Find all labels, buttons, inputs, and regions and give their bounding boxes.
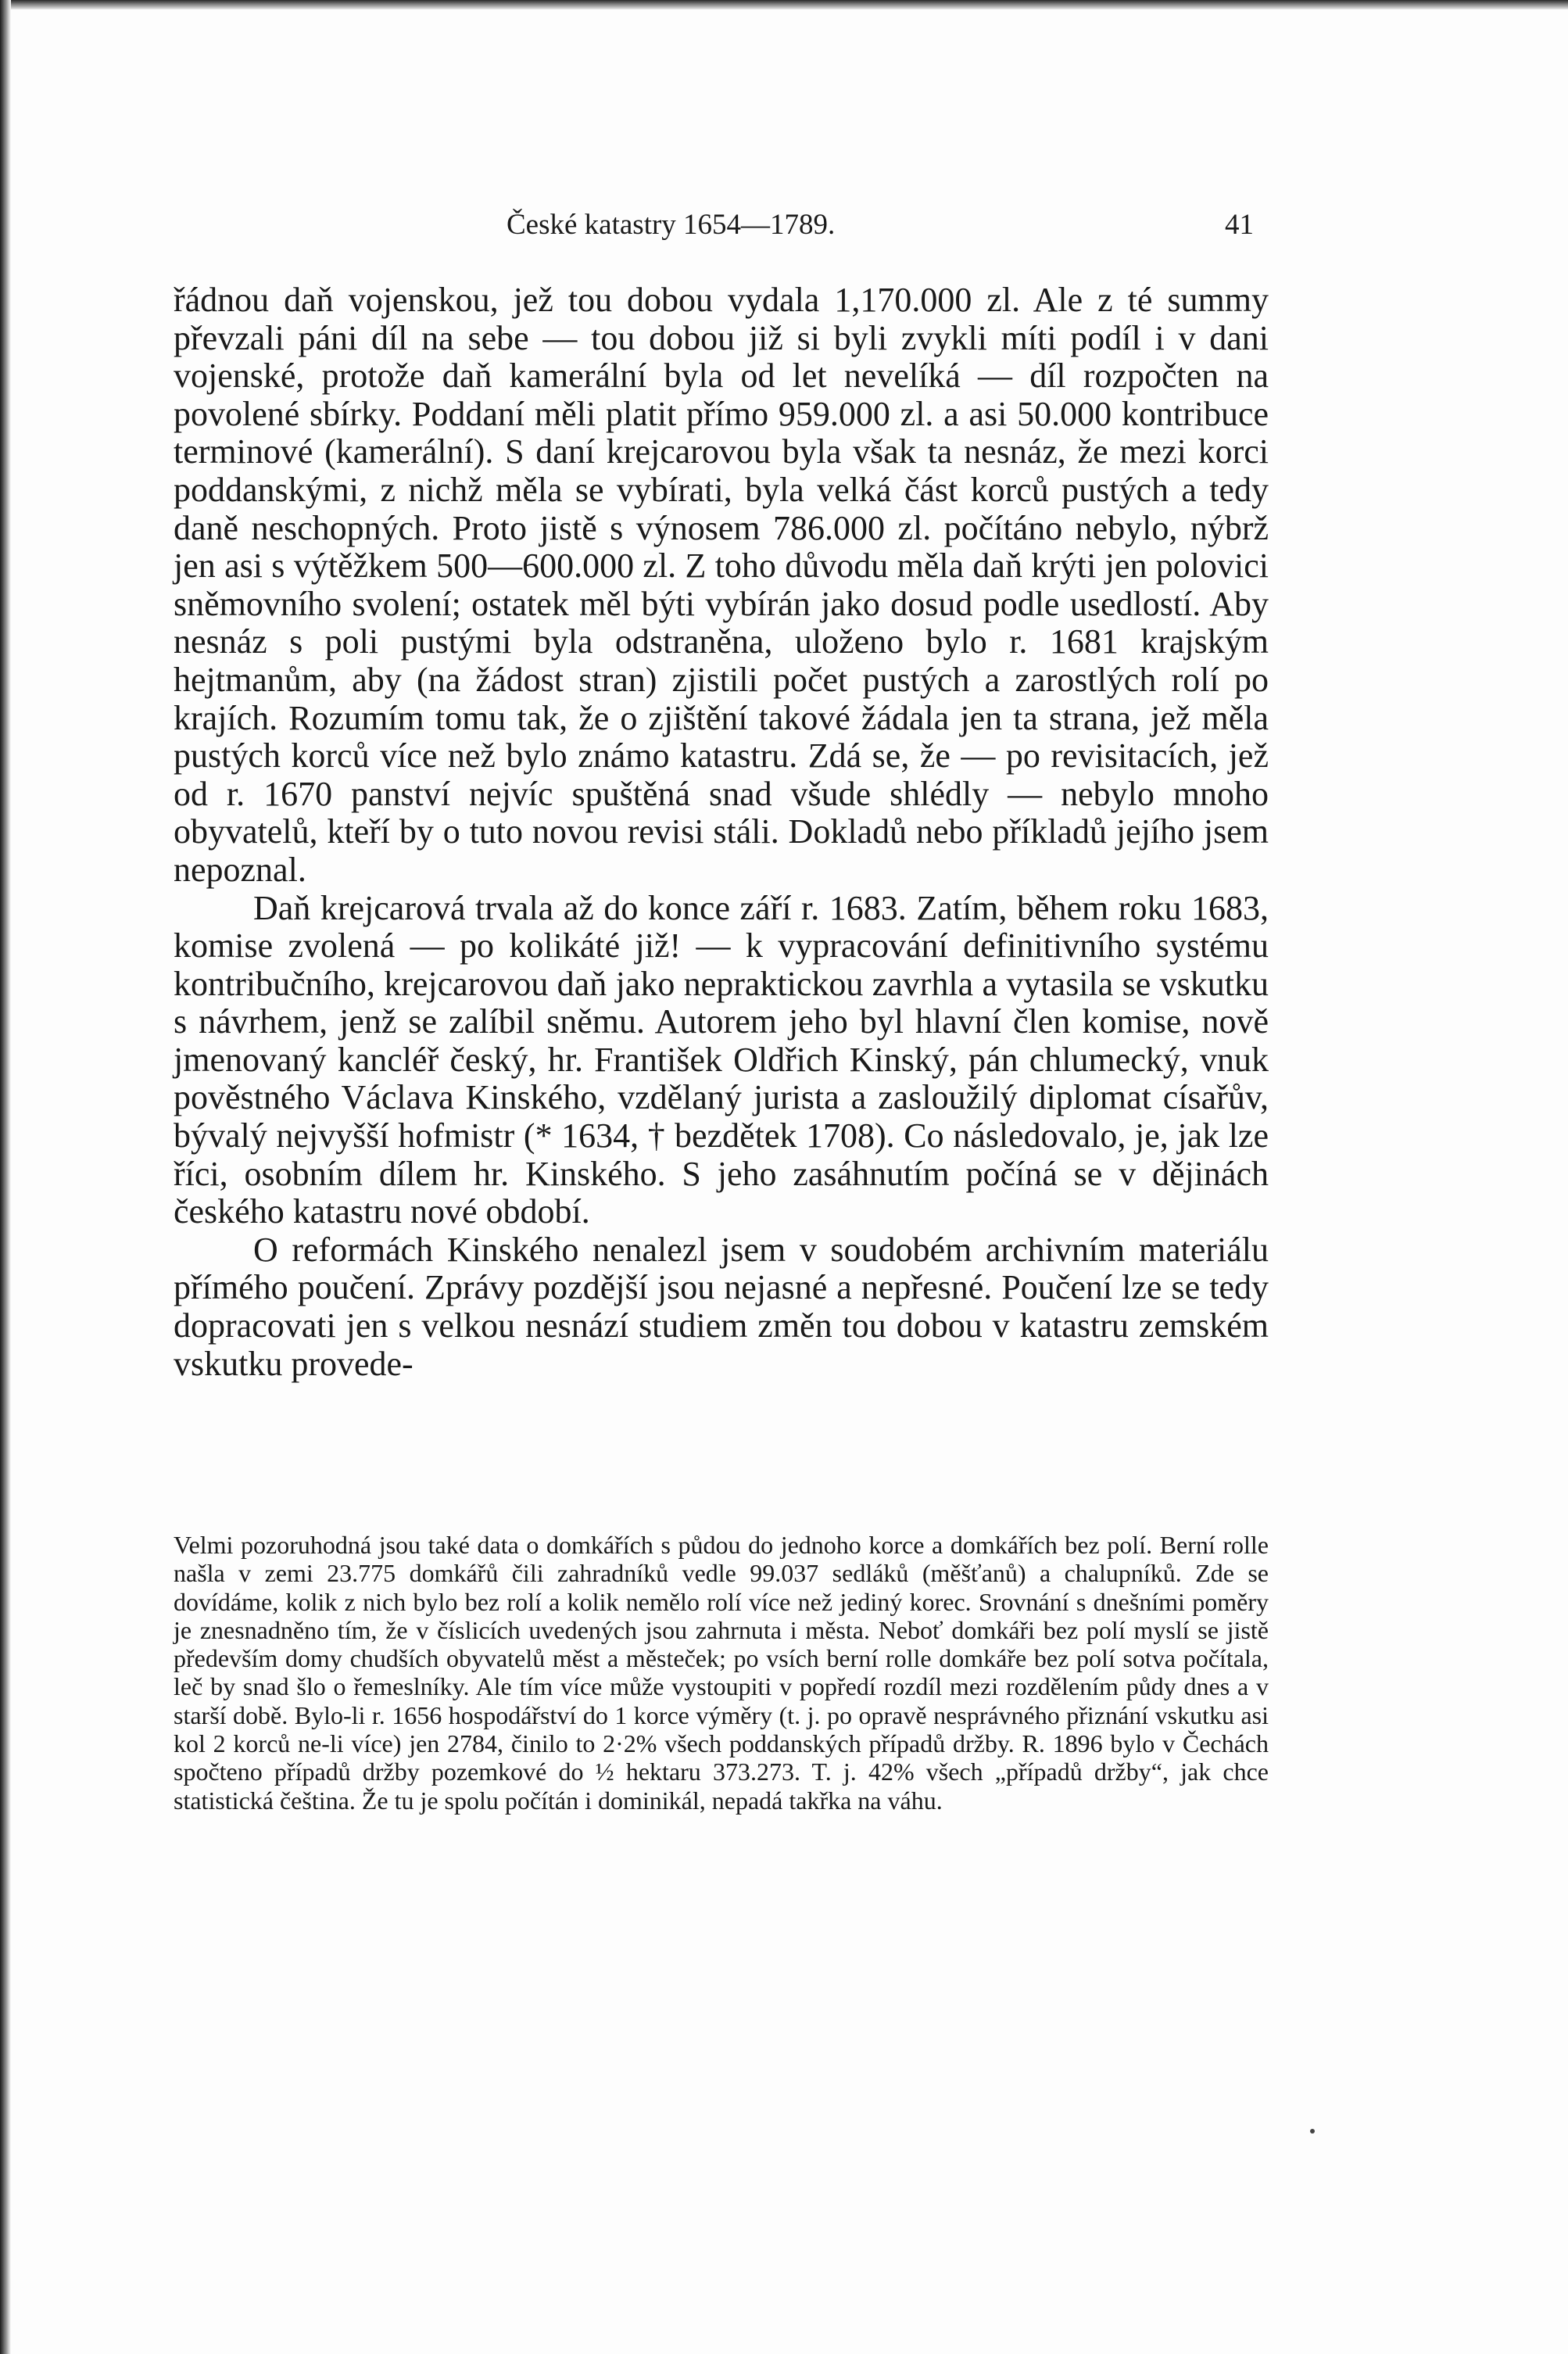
footnote-text: Velmi pozoruhodná jsou také data o domkářích s půdou do jednoho korce a domkářích bez polí. Berní rolle našla v zemi 23.775 domkářů čili zahradníků vedle 99.037 sedláků (měšťanů) a chalupníků. Zde se dovídáme, kolik z nich bylo bez rolí a kolik nemělo rolí více než jediný korec. Srovnání s dnešními poměry je znesnadněno tím, že v číslicích uvedených jsou zahrnuta i města. Neboť domkáři bez polí myslí se jistě především domy chudších obyvatelů měst a městeček; po vsích berní rolle domkáře bez polí sotva počítala, leč by snad šlo o řemeslníky. Ale tím více může vystoupiti v popředí rozdíl mezi rozdělením půdy dnes a v starší době. Bylo-li r. 1656 hospodářství do 1 korce výměry (t. j. po opravě nesprávného přiznání vskutku asi kol 2 korců ne-li více) jen 2784, činilo to 2·2% všech poddanských případů držby. R. 1896 bylo v Čechách spočteno případů držby pozemkové do ½ hektaru 373.273. T. j. 42% všech „případů držby“, jak chce statistická čeština. Že tu je spolu počítán i dominikál, nepadá takřka na váhu. bbox=[174, 1531, 1269, 1815]
page-number: 41 bbox=[1225, 209, 1254, 241]
paragraph: řádnou daň vojenskou, jež tou dobou vydala 1,170.000 zl. Ale z té summy převzali páni díl na sebe — tou dobou již si byli zvykli míti podíl i v dani vojenské, protože daň kamerální byla od let nevelíká — díl rozpočten na povolené sbírky. Poddaní měli platit přímo 959.000 zl. a asi 50.000 kontribuce terminové (kamerální). S daní krejcarovou byla však ta nesnáz, že mezi korci poddanskými, z nichž měla se vybírati, byla velká část korců pustých a tedy daně neschopných. Proto jistě s výnosem 786.000 zl. počítáno nebylo, nýbrž jen asi s výtěžkem 500—600.000 zl. Z toho důvodu měla daň krýti jen polovici sněmovního svolení; ostatek měl býti vybírán jako dosud podle usedlostí. Aby nesnáz s poli pustými byla odstraněna, uloženo bylo r. 1681 krajským hejtmanům, aby (na žádost stran) zjistili počet pustých a zarostlých rolí po krajích. Rozumím tomu tak, že o zjištění takové žádala jen ta strana, jež měla pustých korců více než bylo známo katastru. Zdá se, že — po revisitacích, jež od r. 1670 panství nejvíc spuštěná snad všude shlédly — nebylo mnoho obyvatelů, kteří by o tuto novou revisi stáli. Dokladů nebo příkladů jejího jsem nepoznal. bbox=[174, 281, 1269, 889]
running-title: České katastry 1654—1789. bbox=[507, 209, 836, 241]
paragraph: Daň krejcarová trvala až do konce září r. 1683. Zatím, během roku 1683, komise zvolená — po kolikáté již! — k vypracování definitivního systému kontribučního, krejcarovou daň jako nepraktickou zavrhla a vytasila se vskutku s návrhem, jenž se zalíbil sněmu. Autorem jeho byl hlavní člen komise, nově jmenovaný kancléř český, hr. František Oldřich Kinský, pán chlumecký, vnuk pověstného Václava Kinského, vzdělaný jurista a zasloužilý diplomat císařův, bývalý nejvyšší hofmistr (* 1634, † bezdětek 1708). Co následovalo, je, jak lze říci, osobním dílem hr. Kinského. S jeho zasáhnutím počíná se v dějinách českého katastru nové období. bbox=[174, 888, 1269, 1231]
scan-edge-left bbox=[0, 0, 11, 2354]
footnote bbox=[174, 1531, 1269, 1815]
scan-speck bbox=[1310, 2129, 1315, 2134]
scan-edge-top bbox=[0, 0, 1568, 9]
paragraph: O reformách Kinského nenalezl jsem v soudobém archivním materiálu přímého poučení. Zprávy pozdější jsou nejasné a nepřesné. Poučení lze se tedy dopracovati jen s velkou nesnází studiem změn tou dobou v katastru zemském vskutku provede- bbox=[174, 1230, 1269, 1383]
main-text bbox=[174, 281, 1269, 1383]
